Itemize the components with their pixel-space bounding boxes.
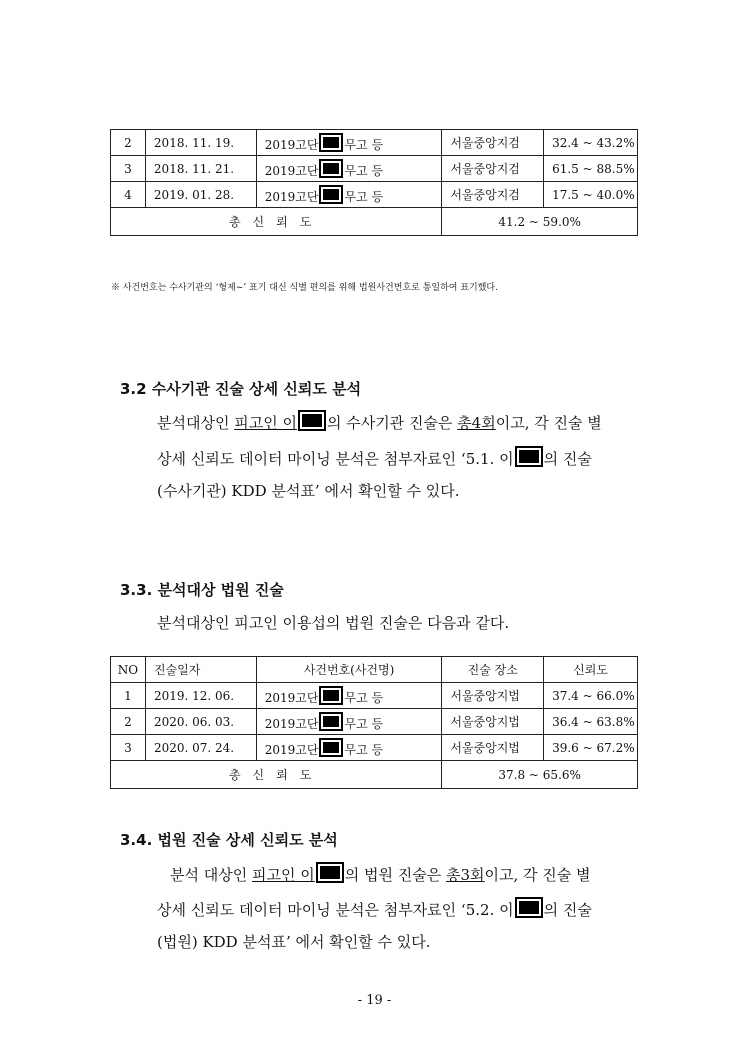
redaction-box xyxy=(319,159,343,178)
redaction-box xyxy=(319,738,343,757)
section-3-2-line-2: 상세 신뢰도 데이터 마이닝 분석은 첨부자료인 ‘5.1. 이 의 진술 xyxy=(157,446,592,469)
row-case: 2019고단 무고 등 xyxy=(256,156,442,182)
row-no: 2 xyxy=(111,709,146,735)
row-date: 2019. 12. 06. xyxy=(145,683,256,709)
redaction-box xyxy=(319,185,343,204)
header-case: 사건번호(사건명) xyxy=(256,657,442,683)
row-date: 2018. 11. 21. xyxy=(145,156,256,182)
row-reliability: 32.4 ~ 43.2% xyxy=(544,130,638,156)
redaction-box xyxy=(316,862,344,883)
section-3-4-heading: 3.4. 법원 진술 상세 신뢰도 분석 xyxy=(120,831,338,849)
row-place: 서울중앙지법 xyxy=(442,735,544,761)
row-reliability: 39.6 ~ 67.2% xyxy=(544,735,638,761)
header-date: 진술일자 xyxy=(145,657,256,683)
section-3-4-line-1: 분석 대상인 피고인 이 의 법원 진술은 총3회이고, 각 진술 별 xyxy=(170,862,591,885)
total-label: 총신뢰도 xyxy=(111,761,442,789)
total-label: 총신뢰도 xyxy=(111,208,442,236)
row-case: 2019고단 무고 등 xyxy=(256,683,442,709)
total-row xyxy=(111,761,638,789)
row-date: 2018. 11. 19. xyxy=(145,130,256,156)
row-date: 2020. 06. 03. xyxy=(145,709,256,735)
section-3-4-line-2: 상세 신뢰도 데이터 마이닝 분석은 첨부자료인 ‘5.2. 이 의 진술 xyxy=(157,897,592,920)
header-no: NO xyxy=(111,657,146,683)
total-value: 37.8 ~ 65.6% xyxy=(442,761,638,789)
row-place: 서울중앙지법 xyxy=(442,683,544,709)
row-no: 3 xyxy=(111,735,146,761)
section-3-3-line: 분석대상인 피고인 이용섭의 법원 진술은 다음과 같다. xyxy=(157,614,510,632)
table-row xyxy=(111,156,638,182)
row-reliability: 36.4 ~ 63.8% xyxy=(544,709,638,735)
row-no: 4 xyxy=(111,182,146,208)
total-value: 41.2 ~ 59.0% xyxy=(442,208,638,236)
row-date: 2019. 01. 28. xyxy=(145,182,256,208)
row-no: 3 xyxy=(111,156,146,182)
redaction-box xyxy=(298,410,326,431)
table-row xyxy=(111,709,638,735)
redaction-box xyxy=(319,686,343,705)
row-place: 서울중앙지검 xyxy=(442,182,544,208)
row-case: 2019고단 무고 등 xyxy=(256,735,442,761)
table-row xyxy=(111,182,638,208)
redaction-box xyxy=(515,897,543,918)
row-place: 서울중앙지법 xyxy=(442,709,544,735)
redaction-box xyxy=(515,446,543,467)
investigation-statements-table xyxy=(110,129,638,236)
row-place: 서울중앙지검 xyxy=(442,156,544,182)
section-3-2-line-3: (수사기관) KDD 분석표’ 에서 확인할 수 있다. xyxy=(157,482,460,500)
row-reliability: 17.5 ~ 40.0% xyxy=(544,182,638,208)
page-number: - 19 - xyxy=(357,993,392,1008)
row-reliability: 37.4 ~ 66.0% xyxy=(544,683,638,709)
row-case: 2019고단 무고 등 xyxy=(256,182,442,208)
header-reliability: 신뢰도 xyxy=(544,657,638,683)
row-no: 2 xyxy=(111,130,146,156)
court-statements-table xyxy=(110,656,638,789)
section-3-2-line-1: 분석대상인 피고인 이 의 수사기관 진술은 총4회이고, 각 진술 별 xyxy=(157,410,602,433)
redaction-box xyxy=(319,712,343,731)
table-row xyxy=(111,683,638,709)
table-row xyxy=(111,130,638,156)
row-place: 서울중앙지검 xyxy=(442,130,544,156)
section-3-3-heading: 3.3. 분석대상 법원 진술 xyxy=(120,581,284,599)
case-number-note: ※ 사건번호는 수사기관의 ‘형제~’ 표기 대신 식별 편의를 위해 법원사건번호로 통일하여 표기했다. xyxy=(111,283,498,293)
row-case: 2019고단 무고 등 xyxy=(256,709,442,735)
row-no: 1 xyxy=(111,683,146,709)
redaction-box xyxy=(319,133,343,152)
section-3-2-heading: 3.2 수사기관 진술 상세 신뢰도 분석 xyxy=(120,380,362,398)
header-place: 진술 장소 xyxy=(442,657,544,683)
table-row xyxy=(111,735,638,761)
row-case: 2019고단 무고 등 xyxy=(256,130,442,156)
section-3-4-line-3: (법원) KDD 분석표’ 에서 확인할 수 있다. xyxy=(157,933,431,951)
total-row xyxy=(111,208,638,236)
row-reliability: 61.5 ~ 88.5% xyxy=(544,156,638,182)
row-date: 2020. 07. 24. xyxy=(145,735,256,761)
